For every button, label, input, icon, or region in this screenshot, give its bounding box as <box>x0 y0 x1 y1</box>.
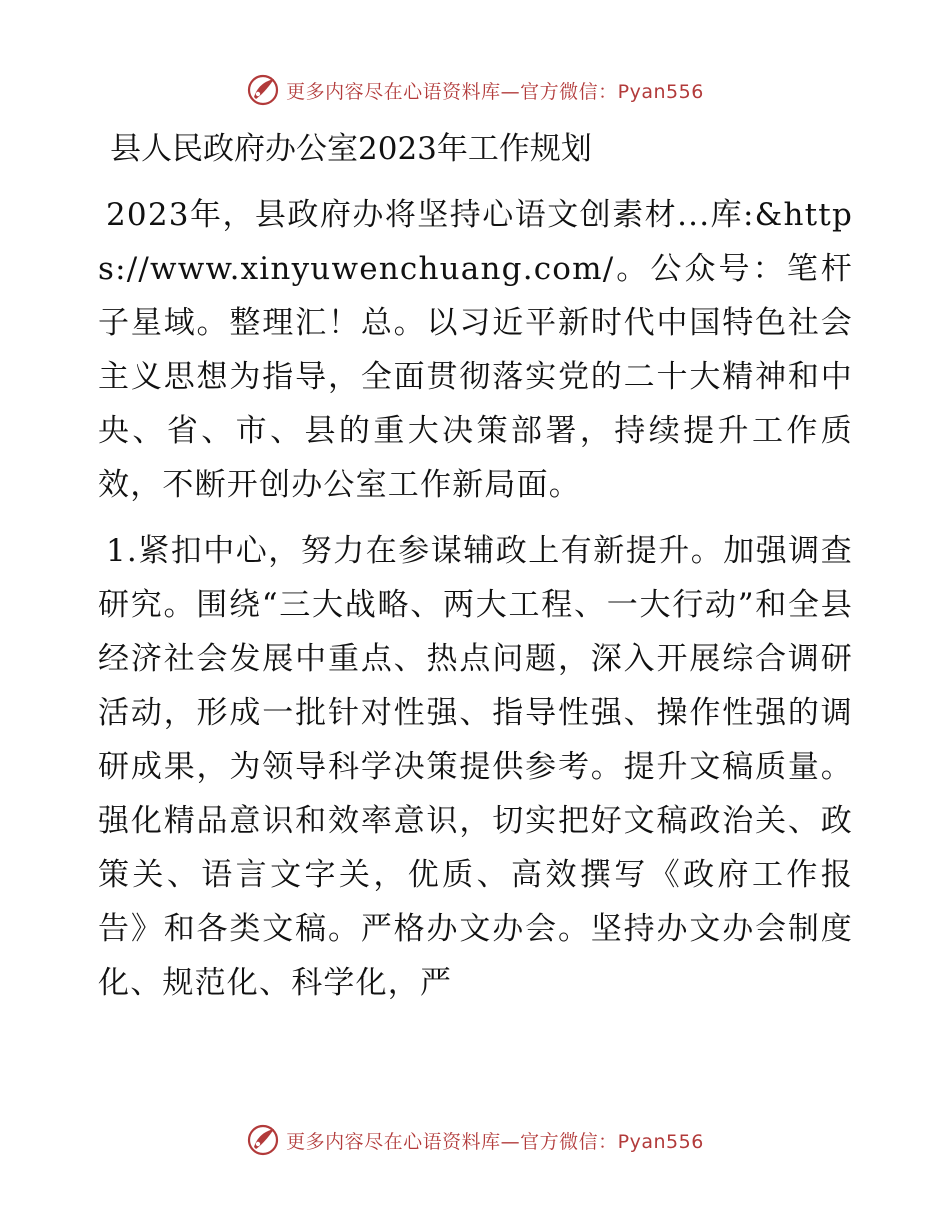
watermark-contact: Pyan556 <box>617 80 704 103</box>
footer-watermark-banner <box>0 1120 950 1160</box>
pen-logo-icon <box>246 73 280 107</box>
paragraph-intro: 2023年，县政府办将坚持心语文创素材...库:&https://www.xinyuwenchuang.com/。公众号：笔杆子星域。整理汇！总。以习近平新时代中国特色社会主义思想为指导，全面贯彻落实党的二十大精神和中央、省、市、县的重大决策部署，持续提升工作质效，不断开创办公室工作新局面。 <box>98 197 853 503</box>
paragraph-section-1: 1.紧扣中心，努力在参谋辅政上有新提升。加强调查研究。围绕“三大战略、两大工程、一大行动”和全县经济社会发展中重点、热点问题，深入开展综合调研活动，形成一批针对性强、指导性强、操作性强的调研成果，为领导科学决策提供参考。提升文稿质量。强化精品意识和效率意识，切实把好文稿政治关、政策关、语言文字关，优质、高效撰写《政府工作报告》和各类文稿。严格办文办会。坚持办文办会制度化、规范化、科学化，严 <box>98 533 853 1001</box>
pen-logo-icon <box>246 1123 280 1157</box>
watermark-label: 更多内容尽在心语资料库—官方微信： <box>286 80 618 103</box>
watermark-contact: Pyan556 <box>617 1130 704 1153</box>
document-title: 县人民政府办公室2023年工作规划 <box>110 131 592 167</box>
watermark-label: 更多内容尽在心语资料库—官方微信： <box>286 1130 618 1153</box>
watermark-text <box>286 1127 704 1154</box>
header-watermark-banner <box>0 70 950 110</box>
document-body <box>98 124 853 1022</box>
watermark-text <box>286 77 704 104</box>
